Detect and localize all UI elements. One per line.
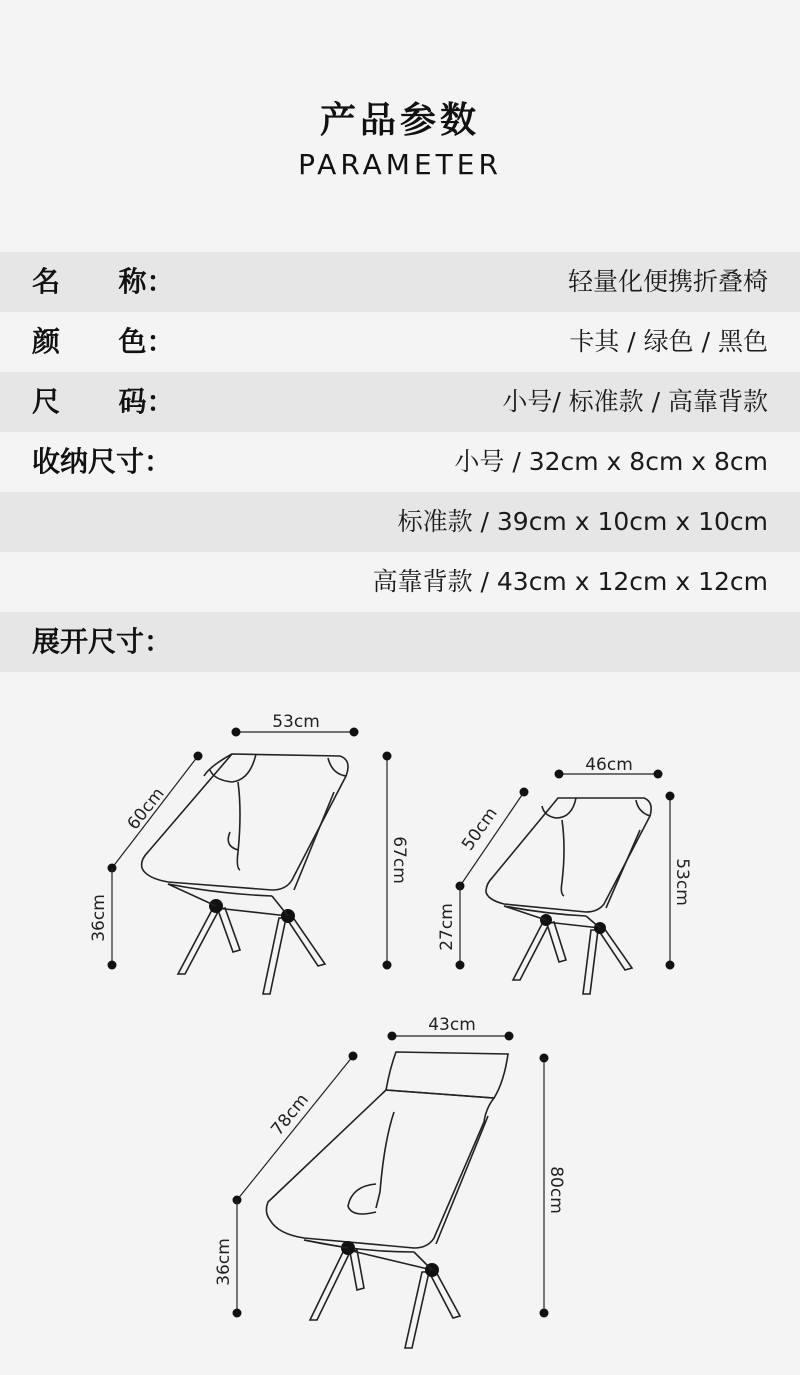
spec-label: 颜 色：	[32, 325, 175, 358]
chair-small-diagram	[437, 755, 692, 994]
spec-label: 尺 码：	[32, 385, 175, 418]
spec-value: 卡其 / 绿色 / 黑色	[569, 327, 768, 356]
dim-standard-depth: 60cm	[123, 784, 169, 834]
spec-label: 收纳尺寸：	[32, 445, 173, 478]
page-header	[0, 0, 800, 252]
spec-label: 名 称：	[32, 265, 175, 298]
dim-high-back-height: 80cm	[546, 1166, 566, 1214]
spec-row-size	[0, 372, 800, 432]
spec-row-unfolded-size	[0, 612, 800, 672]
spec-label: 展开尺寸：	[32, 625, 173, 658]
page-subtitle: PARAMETER	[298, 148, 502, 181]
spec-table	[0, 252, 800, 672]
dim-high-back-depth: 78cm	[267, 1090, 313, 1140]
spec-value: 标准款 / 39cm x 10cm x 10cm	[397, 507, 768, 536]
chair-diagrams-svg	[0, 672, 800, 1375]
spec-value: 小号 / 32cm x 8cm x 8cm	[454, 447, 768, 476]
dim-small-width: 46cm	[585, 755, 633, 775]
spec-row-packed-size	[0, 432, 800, 492]
spec-value: 高靠背款 / 43cm x 12cm x 12cm	[372, 567, 768, 596]
spec-value: 轻量化便携折叠椅	[567, 267, 768, 296]
spec-row-packed-high-back	[0, 552, 800, 612]
dim-small-seat: 27cm	[437, 903, 457, 951]
spec-value: 小号/ 标准款 / 高靠背款	[502, 387, 768, 416]
dimension-drawings	[0, 672, 800, 1375]
dim-standard-height: 67cm	[389, 836, 409, 884]
dim-small-depth: 50cm	[458, 803, 502, 855]
chair-high-back-diagram	[214, 1015, 566, 1348]
page-title: 产品参数	[319, 100, 480, 141]
spec-row-name	[0, 252, 800, 312]
spec-row-color	[0, 312, 800, 372]
spec-row-packed-standard	[0, 492, 800, 552]
dim-small-height: 53cm	[672, 858, 692, 906]
dim-standard-width: 53cm	[272, 712, 320, 732]
chair-standard-diagram	[89, 712, 409, 994]
dim-high-back-seat: 36cm	[214, 1238, 234, 1286]
dim-high-back-width: 43cm	[428, 1015, 476, 1035]
dim-standard-seat: 36cm	[89, 894, 109, 942]
